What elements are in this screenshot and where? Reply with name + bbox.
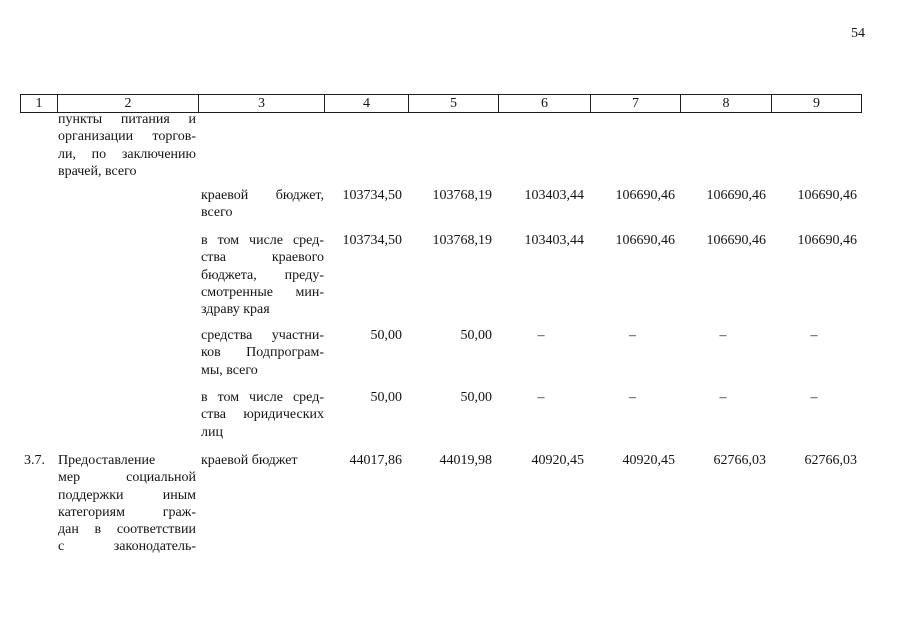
row-6-value-col-8: 62766,03 <box>713 453 766 468</box>
row-2-value-col-8: 106690,46 <box>706 188 766 203</box>
row-6-value-col-7: 40920,45 <box>622 453 675 468</box>
row-5-value-col-9: – <box>810 390 818 405</box>
row-4-value-col-5: 50,00 <box>460 328 492 343</box>
row-3-value-col-6: 103403,44 <box>524 233 584 248</box>
text-line: в том числе сред- <box>201 233 324 248</box>
text-line: всего <box>201 205 233 221</box>
text-line: категориям граж- <box>58 504 196 520</box>
text-line: ства краевого <box>201 250 324 266</box>
text-line: дан в соответствии <box>58 522 196 537</box>
text-line: врачей, всего <box>58 163 137 179</box>
row-2-value-col-5: 103768,19 <box>432 188 492 203</box>
row-6-number: 3.7. <box>24 453 45 468</box>
row-5-source-text <box>198 389 324 441</box>
row-1-item-text <box>57 111 198 180</box>
text-line: смотренные мин- <box>201 284 324 300</box>
text-line: краевой бюджет <box>201 453 298 468</box>
header-col-8: 8 <box>680 94 772 113</box>
header-col-5: 5 <box>408 94 499 113</box>
row-4-value-col-4: 50,00 <box>370 328 402 343</box>
row-2-value-col-6: 103403,44 <box>524 188 584 203</box>
text-line: поддержки иным <box>58 487 196 503</box>
header-col-4: 4 <box>324 94 409 113</box>
text-line: ства юридических <box>201 407 324 423</box>
text-line: мы, всего <box>201 362 258 378</box>
row-4-value-col-8: – <box>719 328 727 343</box>
row-5-value-col-8: – <box>719 390 727 405</box>
row-5-value-col-5: 50,00 <box>460 390 492 405</box>
row-3-value-col-9: 106690,46 <box>797 233 857 248</box>
row-2-value-col-4: 103734,50 <box>342 188 402 203</box>
row-3-value-col-4: 103734,50 <box>342 233 402 248</box>
row-4-source-text <box>198 327 324 379</box>
row-6-value-col-4: 44017,86 <box>349 453 402 468</box>
text-line: ков Подпрограм- <box>201 345 324 361</box>
header-col-9: 9 <box>771 94 862 113</box>
row-6-item-text <box>57 452 198 556</box>
text-line: в том числе сред- <box>201 390 324 405</box>
row-6-value-col-5: 44019,98 <box>439 453 492 468</box>
text-line: Предоставление <box>58 453 156 468</box>
row-2-value-col-9: 106690,46 <box>797 188 857 203</box>
text-line: лиц <box>201 424 223 440</box>
row-2-value-col-7: 106690,46 <box>615 188 675 203</box>
page-number: 54 <box>851 26 865 41</box>
row-3-value-col-7: 106690,46 <box>615 233 675 248</box>
row-2-source-text <box>198 187 324 222</box>
row-5-value-col-7: – <box>629 390 636 405</box>
row-6-value-col-9: 62766,03 <box>804 453 857 468</box>
row-4-value-col-9: – <box>810 328 818 343</box>
header-col-7: 7 <box>590 94 681 113</box>
text-line: ли, по заключению <box>58 146 196 162</box>
row-6-value-col-6: 40920,45 <box>531 453 584 468</box>
header-col-3: 3 <box>198 94 325 113</box>
row-5-value-col-4: 50,00 <box>370 390 402 405</box>
row-3-value-col-8: 106690,46 <box>706 233 766 248</box>
row-6-source-text <box>198 452 324 469</box>
header-col-6: 6 <box>498 94 591 113</box>
header-col-1: 1 <box>20 94 58 113</box>
text-line: краевой бюджет, <box>201 188 324 203</box>
text-line: с законодатель- <box>58 539 196 555</box>
text-line: мер социальной <box>58 470 196 486</box>
text-line: здраву края <box>201 302 270 317</box>
row-4-value-col-7: – <box>629 328 636 343</box>
row-3-source-text <box>198 232 324 318</box>
text-line: организации торгов- <box>58 129 196 145</box>
text-line: пункты питания и <box>58 112 196 127</box>
text-line: бюджета, преду- <box>201 267 324 283</box>
row-4-value-col-6: – <box>537 328 545 343</box>
row-3-value-col-5: 103768,19 <box>432 233 492 248</box>
text-line: средства участни- <box>201 328 324 343</box>
row-5-value-col-6: – <box>537 390 545 405</box>
header-col-2: 2 <box>57 94 199 113</box>
